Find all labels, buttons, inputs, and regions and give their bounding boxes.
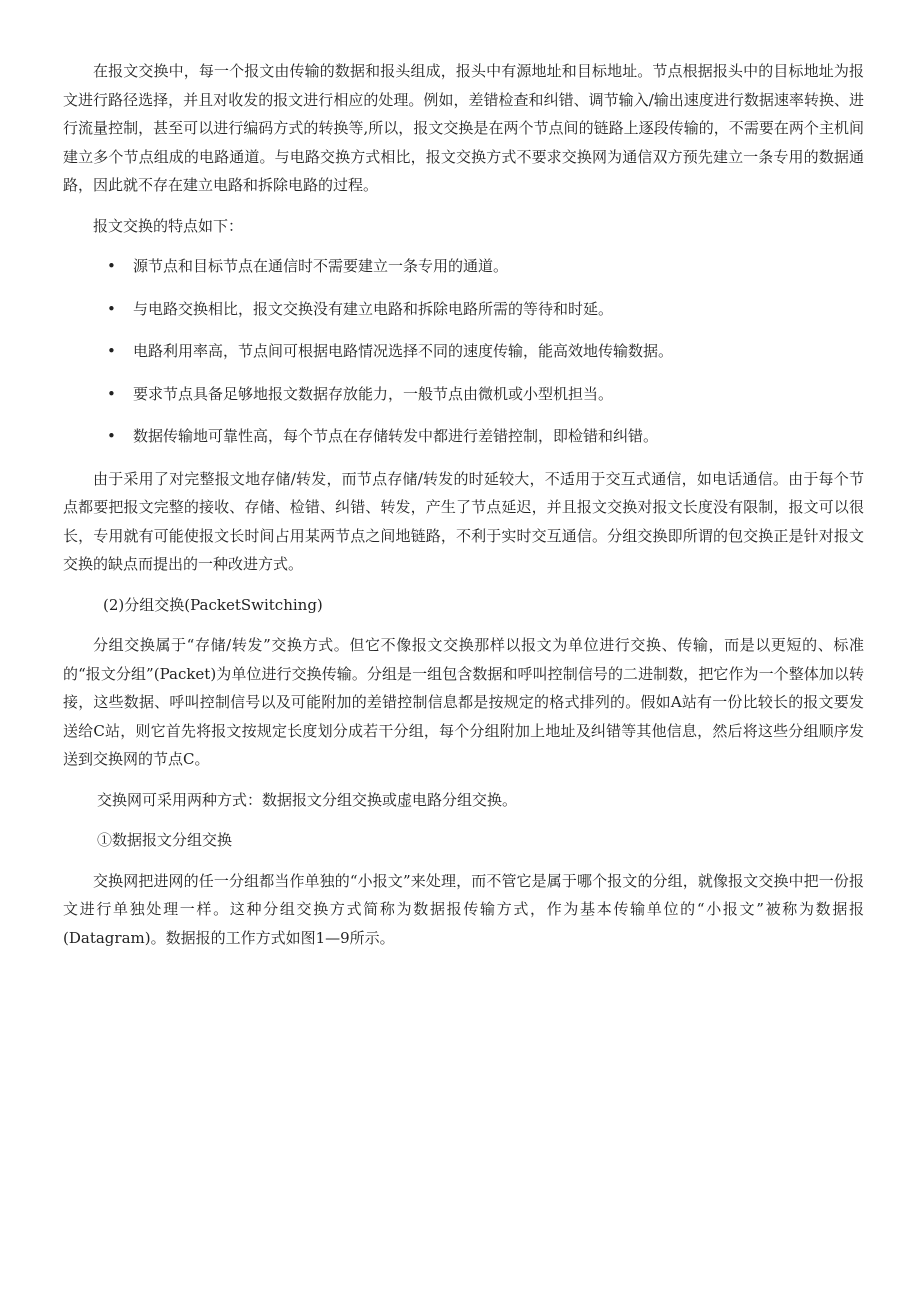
paragraph-message-switching: 在报文交换中，每一个报文由传输的数据和报头组成，报头中有源地址和目标地址。节点根据报头中的目标地址为报文进行路径选择，并且对收发的报文进行相应的处理。例如，差错检查和纠错、调节输入/输出速度进行数据速率转换、进行流量控制，甚至可以进行编码方式的转换等,所以，报文交换是在两个节点间的链路上逐段传输的，不需要在两个主机间建立多个节点组成的电路通道。与电路交换方式相比，报文交换方式不要求交换网为通信双方预先建立一条专用的数据通路，因此就不存在建立电路和拆除电路的过程。 bbox=[63, 62, 864, 194]
paragraph-packet-switching: 分组交换属于“存储/转发”交换方式。但它不像报文交换那样以报文为单位进行交换、传输，而是以更短的、标准的“报文分组”(Packet)为单位进行交换传输。分组是一组包含数据和呼叫控制信号的二进制数，把它作为一个整体加以转接，这些数据、呼叫控制信号以及可能附加的差错控制信息都是按规定的格式排列的。假如A站有一份比较长的报文要发送给C站，则它首先将报文按规定长度划分成若干分组，每个分组附加上地址及纠错等其他信息，然后将这些分组顺序发送到交换网的节点C。 bbox=[63, 636, 864, 768]
list-item-text: 数据传输地可靠性高，每个节点在存储转发中都进行差错控制，即检错和纠错。 bbox=[133, 427, 659, 445]
bullet-icon: • bbox=[107, 342, 116, 360]
paragraph-datagram: 交换网把进网的任一分组都当作单独的“小报文”来处理，而不管它是属于哪个报文的分组，就像报文交换中把一份报文进行单独处理一样。这种分组交换方式简称为数据报传输方式，作为基本传输单位的“小报文”被称为数据报(Datagram)。数据报的工作方式如图1—9所示。 bbox=[63, 871, 864, 947]
list-item bbox=[63, 422, 864, 451]
paragraph-switching-modes: 交换网可采用两种方式：数据报文分组交换或虚电路分组交换。 bbox=[97, 790, 518, 809]
subsection-heading-datagram: ①数据报文分组交换 bbox=[97, 831, 233, 849]
list-item-text: 源节点和目标节点在通信时不需要建立一条专用的通道。 bbox=[133, 257, 509, 275]
bullet-icon: • bbox=[107, 257, 116, 275]
list-item-text: 要求节点具备足够地报文数据存放能力，一般节点由微机或小型机担当。 bbox=[133, 384, 614, 403]
bullet-icon: • bbox=[107, 384, 116, 403]
bullet-icon: • bbox=[107, 299, 116, 318]
list-item bbox=[63, 337, 864, 366]
list-item bbox=[63, 380, 864, 409]
features-list bbox=[63, 252, 864, 451]
bullet-icon: • bbox=[107, 427, 116, 445]
list-item bbox=[63, 252, 864, 281]
section-heading-packet-switching: (2)分组交换(PacketSwitching) bbox=[103, 595, 323, 614]
features-intro: 报文交换的特点如下： bbox=[93, 216, 244, 235]
paragraph-message-switching-drawbacks: 由于采用了对完整报文地存储/转发，而节点存储/转发的时延较大，不适用于交互式通信，如电话通信。由于每个节点都要把报文完整的接收、存储、检错、纠错、转发，产生了节点延迟，并且报文交换对报文长度没有限制，报文可以很长，专用就有可能使报文长时间占用某两节点之间地链路，不利于实时交互通信。分组交换即所谓的包交换正是针对报文交换的缺点而提出的一种改进方式。 bbox=[63, 469, 864, 573]
list-item bbox=[63, 295, 864, 324]
list-item-text: 与电路交换相比，报文交换没有建立电路和拆除电路所需的等待和时延。 bbox=[133, 299, 614, 318]
list-item-text: 电路利用率高，节点间可根据电路情况选择不同的速度传输，能高效地传输数据。 bbox=[133, 342, 674, 360]
